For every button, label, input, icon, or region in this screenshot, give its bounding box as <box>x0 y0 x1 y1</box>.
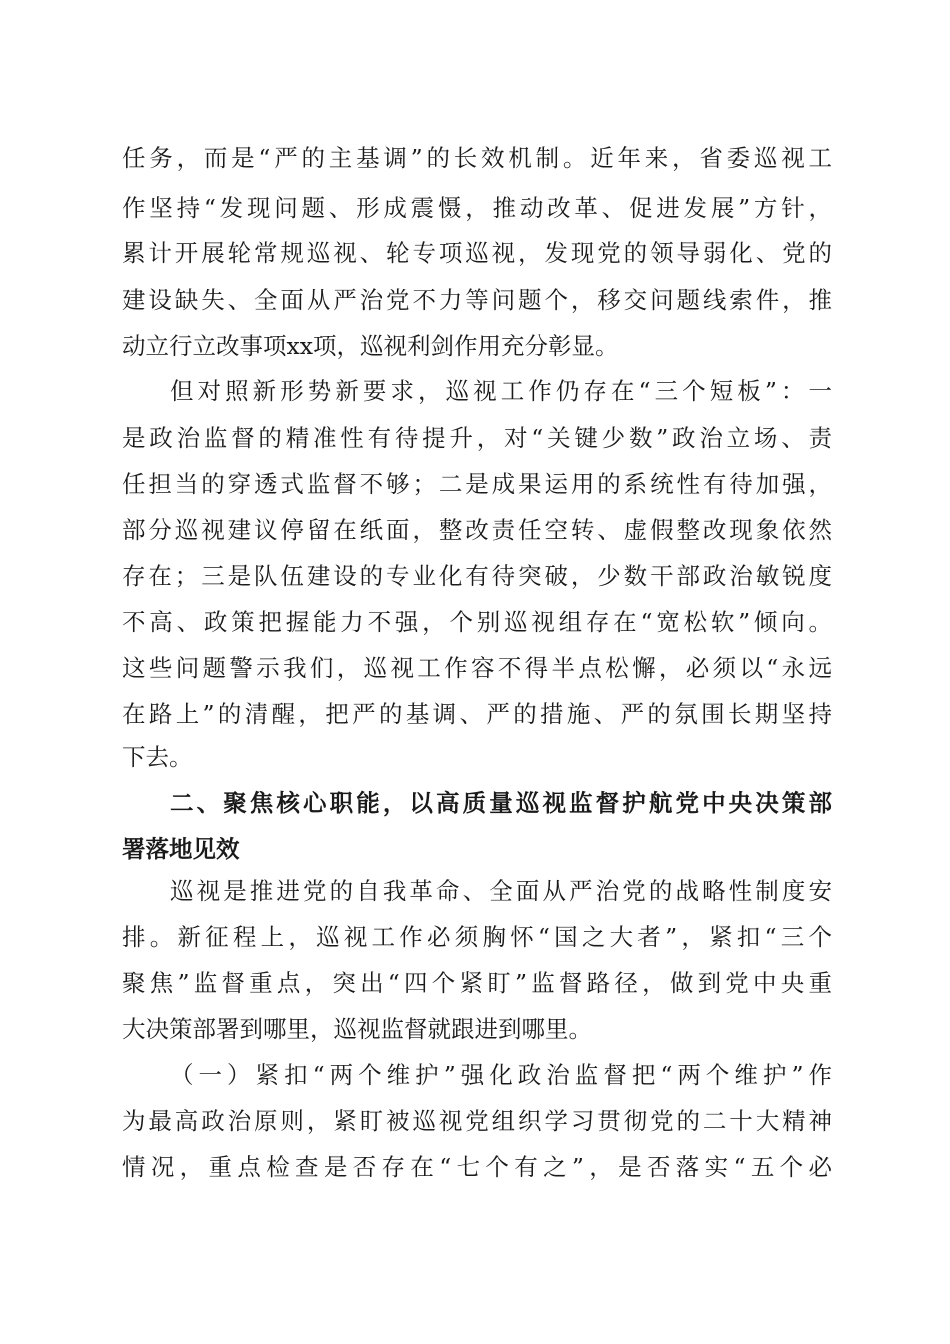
paragraph-3-line-1: 巡视是推进党的自我革命、全面从严治党的战略性制度安 <box>170 877 832 905</box>
paragraph-2-line-9: 下去。 <box>122 743 193 771</box>
paragraph-4-line-2: 为最高政治原则，紧盯被巡视党组织学习贯彻党的二十大精神 <box>122 1107 832 1135</box>
paragraph-2-line-6: 不高、政策把握能力不强，个别巡视组存在“宽松软”倾向。 <box>122 608 832 636</box>
paragraph-2-line-2: 是政治监督的精准性有待提升，对“关键少数”政治立场、责 <box>122 424 832 452</box>
paragraph-2-line-4: 部分巡视建议停留在纸面，整改责任空转、虚假整改现象依然 <box>122 516 832 544</box>
paragraph-3-line-3: 聚焦”监督重点，突出“四个紧盯”监督路径，做到党中央重 <box>122 969 832 997</box>
paragraph-1-line-1: 任务，而是“严的主基调”的长效机制。近年来，省委巡视工 <box>122 144 832 172</box>
section-heading-line-2: 署落地见效 <box>122 835 240 863</box>
paragraph-4-line-3: 情况，重点检查是否存在“七个有之”，是否落实“五个必 <box>122 1153 832 1181</box>
paragraph-2-line-5: 存在；三是队伍建设的专业化有待突破，少数干部政治敏锐度 <box>122 562 832 590</box>
paragraph-2-line-1: 但对照新形势新要求，巡视工作仍存在“三个短板”：一 <box>170 377 832 405</box>
paragraph-1-line-5: 动立行立改事项xx项，巡视利剑作用充分彰显。 <box>122 332 619 360</box>
paragraph-3-line-4: 大决策部署到哪里，巡视监督就跟进到哪里。 <box>122 1015 592 1043</box>
paragraph-2-line-8: 在路上”的清醒，把严的基调、严的措施、严的氛围长期坚持 <box>122 700 832 728</box>
paragraph-1-line-4: 建设缺失、全面从严治党不力等问题个，移交问题线索件，推 <box>122 286 832 314</box>
paragraph-3-line-2: 排。新征程上，巡视工作必须胸怀“国之大者”，紧扣“三个 <box>122 923 832 951</box>
paragraph-2-line-3: 任担当的穿透式监督不够；二是成果运用的系统性有待加强， <box>122 470 832 498</box>
section-heading-line-1: 二、聚焦核心职能，以高质量巡视监督护航党中央决策部 <box>170 789 832 817</box>
paragraph-1-line-2: 作坚持“发现问题、形成震慑，推动改革、促进发展”方针， <box>122 194 832 222</box>
paragraph-2-line-7: 这些问题警示我们，巡视工作容不得半点松懈，必须以“永远 <box>122 654 832 682</box>
paragraph-1-line-3: 累计开展轮常规巡视、轮专项巡视，发现党的领导弱化、党的 <box>122 239 832 267</box>
paragraph-4-line-1: （一）紧扣“两个维护”强化政治监督把“两个维护”作 <box>170 1061 832 1089</box>
